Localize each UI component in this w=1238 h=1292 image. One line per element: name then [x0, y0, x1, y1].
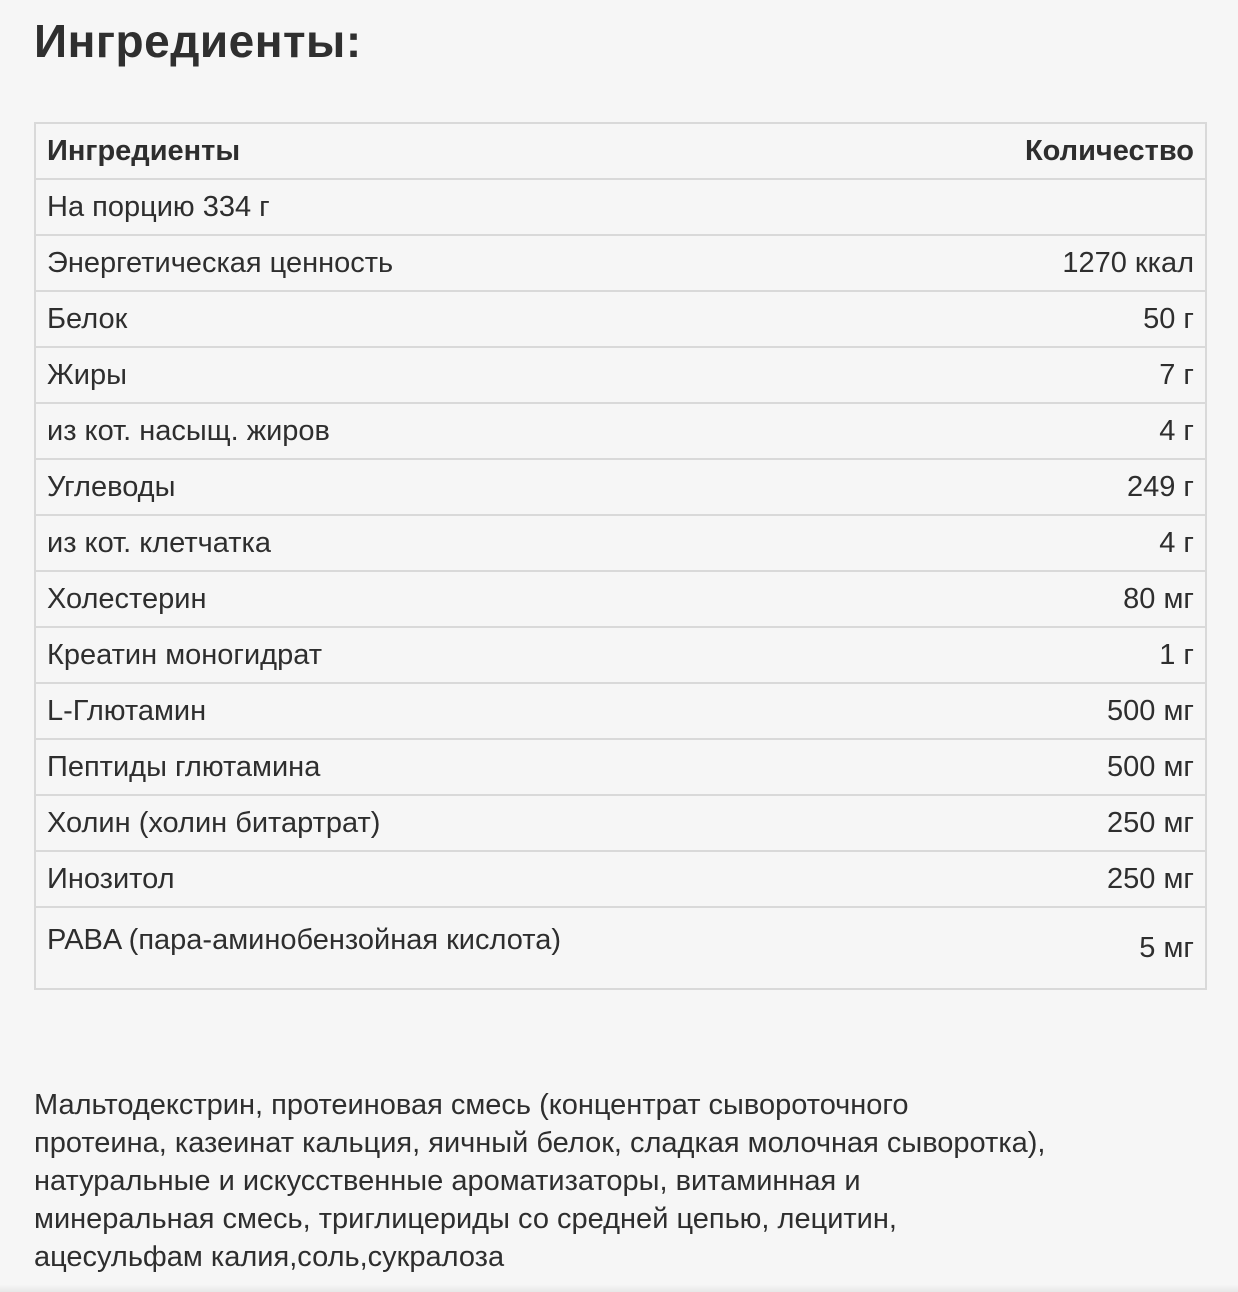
row-amount: 80 мг: [795, 571, 1206, 627]
header-amount: Количество: [795, 123, 1206, 179]
row-name: Холин (холин битартрат): [35, 795, 795, 851]
row-name: Энергетическая ценность: [35, 235, 795, 291]
row-name: из кот. насыщ. жиров: [35, 403, 795, 459]
section-title: Ингредиенты:: [34, 15, 362, 67]
table-row: [35, 683, 1206, 739]
table-row: [35, 795, 1206, 851]
composition-line: ацесульфам калия,соль,сукралоза: [34, 1241, 505, 1273]
row-name: Инозитол: [35, 851, 795, 907]
bottom-shadow: [0, 1284, 1238, 1292]
row-name: Жиры: [35, 347, 795, 403]
row-name: Креатин моногидрат: [35, 627, 795, 683]
table-row: [35, 739, 1206, 795]
table-row: [35, 571, 1206, 627]
row-amount: 4 г: [795, 403, 1206, 459]
row-amount: [795, 179, 1206, 235]
row-amount: 50 г: [795, 291, 1206, 347]
table-row: [35, 291, 1206, 347]
table-row: [35, 515, 1206, 571]
row-amount: 5 мг: [795, 907, 1206, 989]
row-name: На порцию 334 г: [35, 179, 795, 235]
table-row: [35, 627, 1206, 683]
row-name: Углеводы: [35, 459, 795, 515]
row-amount: 4 г: [795, 515, 1206, 571]
table-row: [35, 459, 1206, 515]
composition-line: натуральные и искусственные ароматизаторы, витаминная и: [34, 1165, 861, 1197]
table-row: [35, 851, 1206, 907]
row-name: Белок: [35, 291, 795, 347]
row-amount: 1 г: [795, 627, 1206, 683]
table-row: [35, 347, 1206, 403]
nutrition-table: [34, 122, 1207, 990]
table-row: [35, 235, 1206, 291]
row-amount: 250 мг: [795, 795, 1206, 851]
row-amount: 7 г: [795, 347, 1206, 403]
composition-text: [34, 1086, 1214, 1276]
row-amount: 250 мг: [795, 851, 1206, 907]
composition-line: минеральная смесь, триглицериды со средней цепью, лецитин,: [34, 1203, 897, 1235]
row-amount: 500 мг: [795, 739, 1206, 795]
header-ingredients: Ингредиенты: [35, 123, 795, 179]
composition-line: Мальтодекстрин, протеиновая смесь (концентрат сывороточного: [34, 1089, 909, 1121]
row-name: Пептиды глютамина: [35, 739, 795, 795]
row-name: L-Глютамин: [35, 683, 795, 739]
row-amount: 1270 ккал: [795, 235, 1206, 291]
table-header-row: [35, 123, 1206, 179]
row-amount: 500 мг: [795, 683, 1206, 739]
row-name: PABA (пара-аминобензойная кислота): [35, 907, 795, 989]
table-row: [35, 179, 1206, 235]
table-row: [35, 403, 1206, 459]
row-name: из кот. клетчатка: [35, 515, 795, 571]
row-name: Холестерин: [35, 571, 795, 627]
composition-line: протеина, казеинат кальция, яичный белок, сладкая молочная сыворотка),: [34, 1127, 1046, 1159]
row-amount: 249 г: [795, 459, 1206, 515]
table-row: [35, 907, 1206, 989]
